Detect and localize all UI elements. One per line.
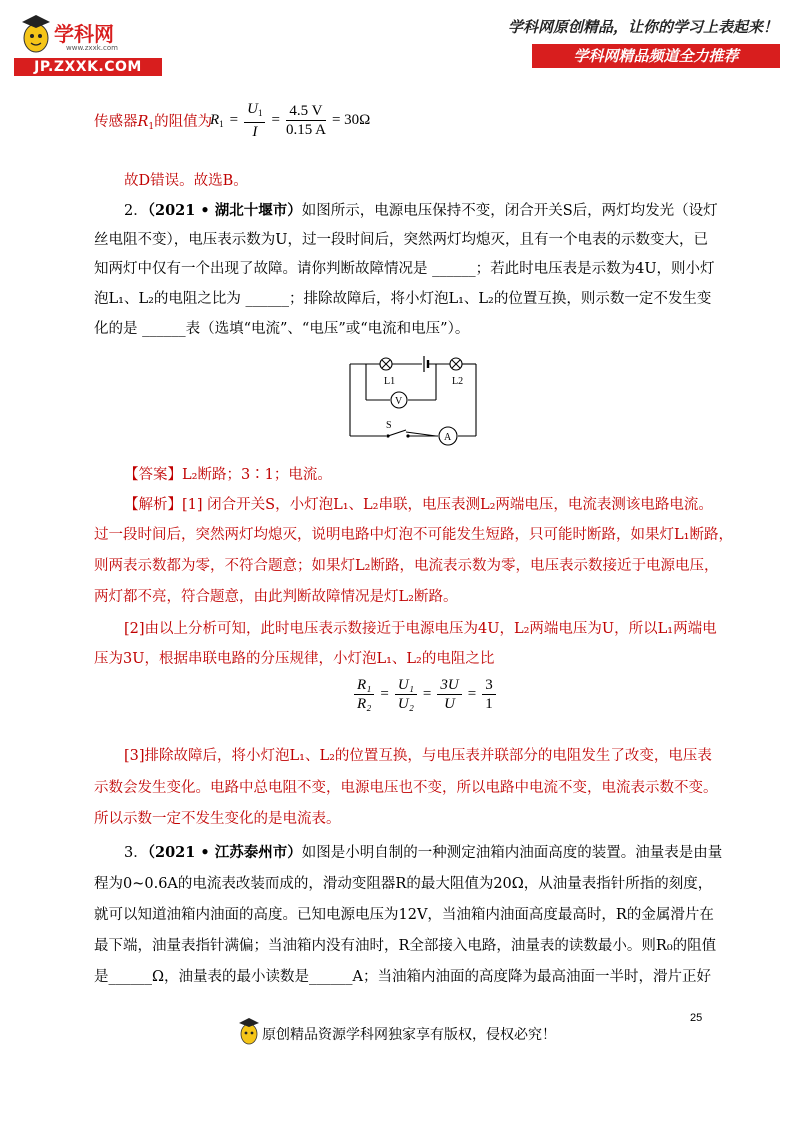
ratio-frac-b (395, 676, 417, 713)
analysis-line-4: 两灯都不亮，符合题意，由此判断故障情况是灯L₂断路。 (94, 589, 458, 605)
frac1-den: I (252, 123, 258, 140)
q2-line-2: 丝电阻不变），电压表示数为U，过一段时间后，突然两灯均熄灭，且有一个电表的示数变大，已 (94, 232, 708, 248)
frac1-num: U (247, 100, 258, 117)
analysis-line-5: [2]由以上分析可知，此时电压表示数接近于电源电压为4U，L₂两端电压为U，所以L₁两端电 (124, 621, 717, 637)
analysis-line-3: 则两表示数都为零，不符合题意；如果灯L₂断路，电流表示数为零，电压表示数接近于电源电压， (94, 558, 719, 574)
frac2-num: 4.5 V (286, 102, 326, 121)
ratio-b-den: U₂ (397, 696, 414, 712)
formula-eq: = (229, 111, 239, 128)
ratio-frac-a (354, 676, 374, 713)
mascot-icon (18, 12, 54, 56)
header-slogan: 学科网原创精品，让你的学习上表起来！ (507, 18, 778, 36)
formula-equation (210, 98, 370, 142)
ratio-formula: $\frac{\text{R₁}}{\text{R₂}}$ = $\frac{\text{U₁}}{\text{U₂}}$ = $\frac{3U}{U}$ = $\frac{3}{1}$ (354, 676, 496, 713)
footer-copyright: 原创精品资源学科网独家享有版权，侵权必究！ (262, 1027, 556, 1043)
q3-line-4: 最下端，油量表指针满偏；当油箱内没有油时，R全部接入电路，油量表的读数最小。则R₀的阻值 (94, 938, 717, 954)
analysis-line-7: [3]排除故障后，将小灯泡L₁、L₂的位置互换，与电压表并联部分的电阻发生了改变，电压表 (124, 748, 712, 764)
prev-conclusion: 故D错误。故选B。 (124, 173, 248, 189)
q2-text-1: 如图所示，电源电压保持不变，闭合开关S后，两灯均发光（设灯 (301, 203, 718, 219)
q3-line-1 (124, 842, 736, 864)
ratio-frac-d (482, 676, 496, 713)
formula-line (94, 100, 212, 144)
q3-line-2: 程为0~0.6A的电流表改装而成的，滑动变阻器R的最大阻值为20Ω，从油量表指针所指的刻度， (94, 876, 713, 892)
q2-source: （2021 • 湖北十堰市） (147, 202, 302, 219)
formula-frac-1 (244, 100, 265, 141)
formula-frac-2 (286, 102, 326, 139)
ratio-c-den: U (444, 696, 455, 712)
voltmeter-label: V (395, 396, 403, 407)
analysis-p1-1: [1] 闭合开关S，小灯泡L₁、L₂串联，电压表测L₂两端电压，电流表测该电路电流。 (182, 497, 713, 513)
analysis-line-6: 压为3U，根据串联电路的分压规律，小灯泡L₁、L₂的电阻之比 (94, 651, 495, 667)
frac2-den: 0.15 A (285, 121, 326, 138)
lamp-l2-label: L2 (452, 376, 464, 387)
header-banner: 学科网精品频道全力推荐 (532, 44, 780, 68)
footer-mascot-icon (238, 1016, 260, 1046)
q2-line-3: 知两灯中仅有一个出现了故障。请你判断故障情况是 ______；若此时电压表是示数为4U，则小灯 (94, 261, 715, 277)
analysis-line-8: 示数会发生变化。电路中总电阻不变，电源电压也不变，所以电路中电流不变，电流表示数不变。 (94, 780, 718, 796)
lamp-l2-icon (450, 358, 462, 370)
circuit-diagram (346, 352, 480, 446)
ratio-d-den: 1 (485, 696, 493, 712)
q3-line-5: 是______Ω，油量表的最小读数是______A；当油箱内油面的高度降为最高油面一半时，滑片正好 (94, 969, 711, 985)
page-number: 25 (690, 1012, 703, 1024)
lamp-l1-icon (380, 358, 392, 370)
q2-line-1 (124, 200, 736, 222)
ratio-a-num: R₁ (354, 676, 374, 695)
ratio-b-num: U₁ (395, 676, 417, 695)
q2-line-5: 化的是 ______表（选填“电流”、“电压”或“电流和电压”）。 (94, 321, 470, 337)
lamp-l1-label: L1 (384, 376, 396, 387)
frac1-num-sub: 1 (257, 107, 263, 118)
logo-name: 学科网 (54, 22, 114, 46)
answer-tag: 【答案】 (124, 467, 182, 483)
q3-source: （2021 • 江苏泰州市） (147, 844, 302, 861)
q3-line-3: 就可以知道油箱内油面的高度。已知电源电压为12V，当油箱内油面高度最高时，R的金属滑片在 (94, 907, 714, 923)
formula-lhs-sub: 1 (219, 118, 224, 129)
logo-domain: www.zxxk.com (66, 44, 118, 52)
formula-r-symbol: R (137, 114, 149, 130)
formula-suffix: 的阻值为 (154, 114, 213, 130)
answer-line (124, 464, 736, 486)
battery-icon (424, 356, 428, 372)
q3-number: 3． (124, 845, 148, 861)
formula-eq-2: = (271, 111, 280, 128)
analysis-line-1 (124, 494, 736, 516)
ratio-c-num: 3U (437, 676, 461, 695)
ratio-d-num: 3 (482, 676, 496, 695)
q3-text-1: 如图是小明自制的一种测定油箱内油面高度的装置。油量表是由量 (301, 845, 723, 861)
analysis-line-2: 过一段时间后，突然两灯均熄灭，说明电路中灯泡不可能发生短路，只可能时断路，如果灯L₁断路， (94, 527, 733, 543)
formula-lhs: R (210, 111, 220, 128)
analysis-line-9: 所以示数一定不发生变化的是电流表。 (94, 811, 341, 827)
q2-number: 2． (124, 203, 148, 219)
site-logo (14, 12, 162, 76)
ratio-a-den: R₂ (357, 696, 372, 712)
formula-r-sub: 1 (148, 122, 155, 132)
formula-result: = 30Ω (331, 111, 371, 128)
formula-prefix: 传感器 (94, 114, 138, 130)
ammeter-label: A (444, 432, 452, 443)
analysis-tag: 【解析】 (124, 497, 182, 513)
answer-text: L₂断路；3∶1；电流。 (182, 467, 332, 483)
logo-url: JP.ZXXK.COM (14, 58, 162, 76)
ratio-frac-c (437, 676, 461, 713)
q2-line-4: 泡L₁、L₂的电阻之比为 ______；排除故障后，将小灯泡L₁、L₂的位置互换，则示数一定不发生变 (94, 291, 712, 307)
switch-label: S (386, 420, 392, 431)
